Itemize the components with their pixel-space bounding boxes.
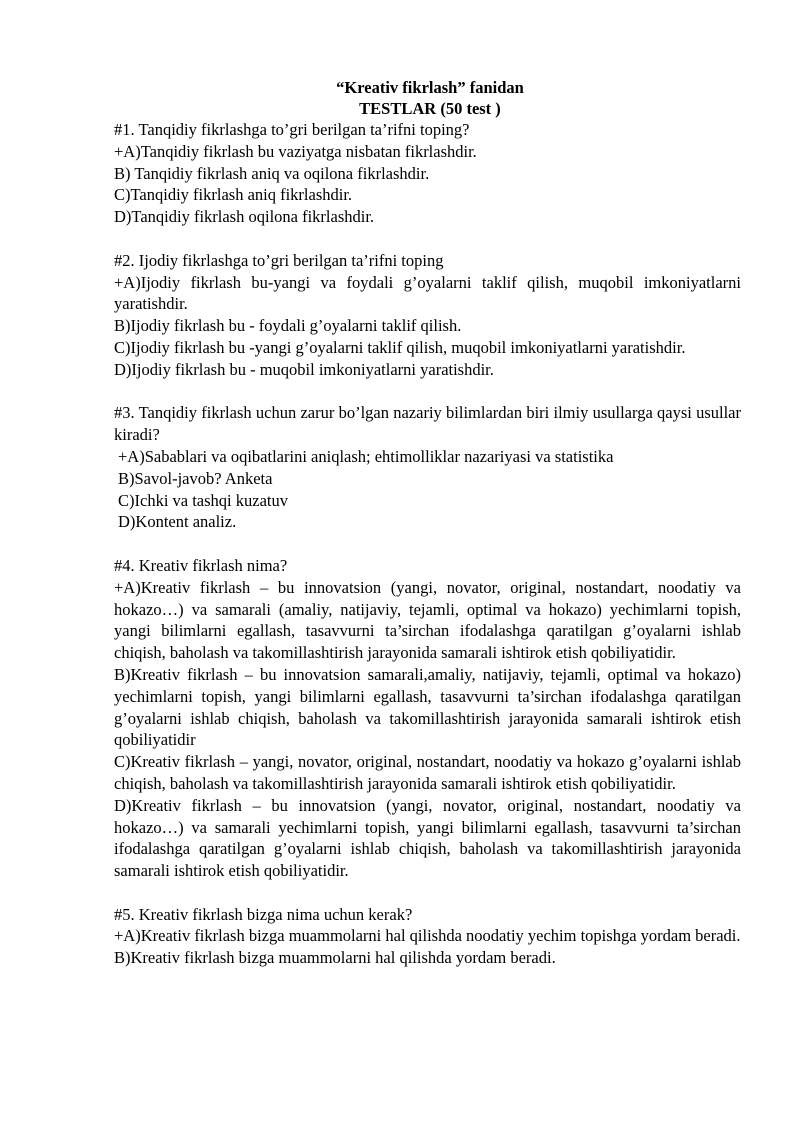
- answer-option: B)Savol-javob? Anketa: [118, 468, 273, 488]
- question-text: #3. Tanqidiy fikrlash uchun zarur bo’lgan nazariy bilimlardan biri ilmiy usullarga qaysi usullar kiradi?: [114, 403, 741, 445]
- answer-option: B)Kreativ fikrlash – bu innovatsion samarali,amaliy, natijaviy, tejamli, optimal va hokazo) yechimlarni topish, yangi bilimlarni egallash, tasavvurni ta’sirchan ifodalashga qaratilgan g’oyalarni ishlab chiqish, baholash va takomillashtirish jarayonida samarali ishtirok etish qobiliyatidir: [114, 664, 741, 750]
- test-content: [114, 119, 741, 991]
- answer-option: +A)Kreativ fikrlash bizga muammolarni hal qilishda noodatiy yechim topishga yordam beradi.: [114, 926, 741, 946]
- answer-option: +A)Kreativ fikrlash – bu innovatsion (yangi, novator, original, nostandart, noodatiy va hokazo…) va samarali (amaliy, natijaviy, tejamli, optimal va hokazo) yechimlarni topish, yangi bilimlarni egallash, tasavvurni ta’sirchan ifodalashga qaratilgan g’oyalarni ishlab chiqish, baholash va takomillashtirish jarayonida samarali ishtirok etish qobiliyatidir.: [114, 577, 741, 663]
- question-text: #4. Kreativ fikrlash nima?: [114, 555, 288, 575]
- answer-option: +A)Tanqidiy fikrlash bu vaziyatga nisbatan fikrlashdir.: [114, 141, 477, 161]
- answer-option: C)Ichki va tashqi kuzatuv: [118, 490, 288, 510]
- page-subtitle: TESTLAR (50 test ): [359, 99, 501, 118]
- question-block: [114, 904, 741, 969]
- answer-option: D)Tanqidiy fikrlash oqilona fikrlashdir.: [114, 207, 375, 227]
- answer-option: C)Ijodiy fikrlash bu -yangi g’oyalarni taklif qilish, muqobil imkoniyatlarni yaratishdir.: [114, 337, 686, 357]
- answer-option: D)Kreativ fikrlash – bu innovatsion (yangi, novator, original, nostandart, noodatiy va hokazo…) va samarali yechimlarni topish, yangi bilimlarni egallash, tasavvurni ta’sirchan ifodalashga qaratilgan g’oyalarni ishlab chiqish, baholash va takomillashtirish jarayonida samarali ishtirok etish qobiliyatidir.: [114, 795, 741, 881]
- answer-option: B)Ijodiy fikrlash bu - foydali g’oyalarni taklif qilish.: [114, 316, 462, 336]
- question-text: #1. Tanqidiy fikrlashga to’gri berilgan ta’rifni toping?: [114, 120, 470, 139]
- question-block: [114, 250, 741, 381]
- question-block: [114, 119, 741, 228]
- question-block: [114, 555, 741, 882]
- question-block: [114, 402, 741, 533]
- answer-option: D)Kontent analiz.: [118, 512, 237, 532]
- answer-option: C)Kreativ fikrlash – yangi, novator, original, nostandart, noodatiy va hokazo g’oyalarni ishlab chiqish, baholash va takomillashtirish jarayonida samarali ishtirok etish qobiliyatidir.: [114, 752, 741, 793]
- answer-option: C)Tanqidiy fikrlash aniq fikrlashdir.: [114, 185, 353, 205]
- question-text: #5. Kreativ fikrlash bizga nima uchun kerak?: [114, 904, 413, 924]
- page-title: “Kreativ fikrlash” fanidan: [336, 78, 524, 97]
- answer-option: B)Kreativ fikrlash bizga muammolarni hal qilishda yordam beradi.: [114, 948, 556, 968]
- answer-option: +A)Ijodiy fikrlash bu-yangi va foydali g’oyalarni taklif qilish, muqobil imkoniyatlarni yaratishdir.: [114, 272, 741, 314]
- answer-option: B) Tanqidiy fikrlash aniq va oqilona fikrlashdir.: [114, 163, 430, 183]
- answer-option: +A)Sabablari va oqibatlarini aniqlash; ehtimolliklar nazariyasi va statistika: [118, 446, 614, 466]
- question-text: #2. Ijodiy fikrlashga to’gri berilgan ta’rifni toping: [114, 250, 444, 270]
- answer-option: D)Ijodiy fikrlash bu - muqobil imkoniyatlarni yaratishdir.: [114, 359, 494, 379]
